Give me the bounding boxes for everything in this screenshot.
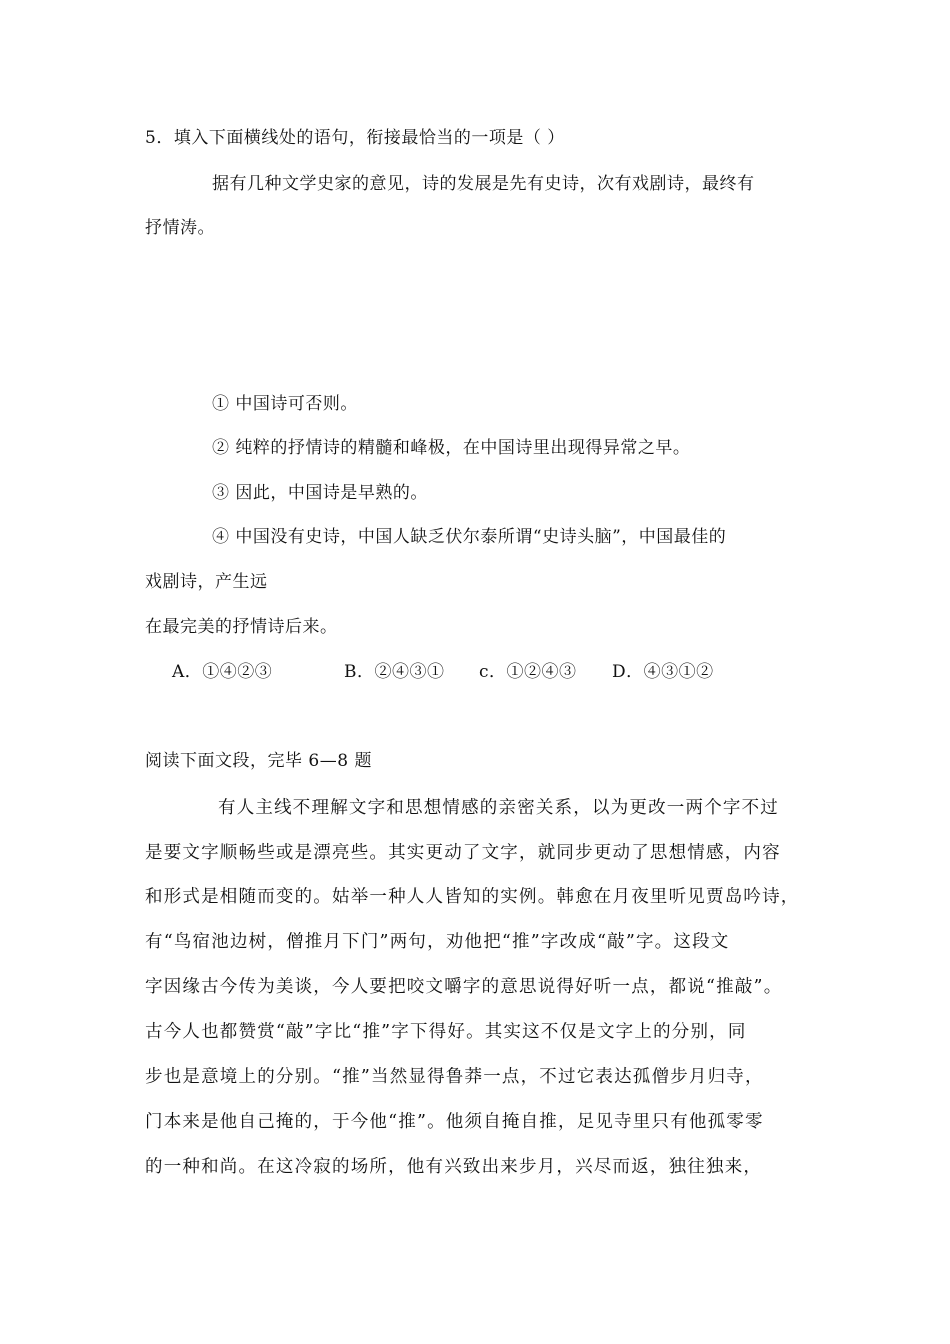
passage-line-3: 和形式是相随而变的。姑举一种人人皆知的实例。韩愈在月夜里听见贾岛吟诗， (145, 887, 800, 907)
passage-line-1: 有人主线不理解文字和思想情感的亲密关系，以为更改一两个字不过 (218, 798, 779, 818)
option-b[interactable]: B．②④③① (344, 662, 445, 682)
question-stem: 5．填入下面横线处的语句，衔接最恰当的一项是（ ） (145, 128, 565, 148)
passage-line-8: 门本来是他自己掩的，于今他“推”。他须自掩自推，足见寺里只有他孤零零 (145, 1112, 764, 1132)
option-c[interactable]: c．①②④③ (479, 662, 577, 682)
passage-line-7: 步也是意境上的分别。“推”当然显得鲁莽一点，不过它表达孤僧步月归寺， (145, 1067, 764, 1087)
option-d[interactable]: D．④③①② (612, 662, 714, 682)
passage-line-9: 的一种和尚。在这冷寂的场所，他有兴致出来步月，兴尽而返，独往独来， (145, 1157, 763, 1177)
sentence-3: ③ 因此，中国诗是早熟的。 (212, 483, 428, 503)
sentence-1: ① 中国诗可否则。 (212, 394, 358, 414)
passage-line-2: 是要文字顺畅些或是漂亮些。其实更动了文字，就同步更动了思想情感，内容 (145, 843, 781, 863)
sentence-4-continuation-1: 戏剧诗，产生远 (145, 572, 268, 592)
sentence-4: ④ 中国没有史诗，中国人缺乏伏尔泰所谓“史诗头脑”，中国最佳的 (212, 527, 727, 547)
sentence-4-continuation-2: 在最完美的抒情诗后来。 (145, 617, 338, 637)
passage-line-4: 有“鸟宿池边树，僧推月下门”两句，劝他把“推”字改成“敲”字。这段文 (145, 932, 730, 952)
passage-line-5: 字因缘古今传为美谈，今人要把咬文嚼字的意思说得好听一点，都说“推敲”。 (145, 977, 783, 997)
option-a[interactable]: A．①④②③ (172, 662, 273, 682)
question-intro-line-2: 抒情涛。 (145, 218, 215, 238)
reading-heading: 阅读下面文段，完毕 6—8 题 (145, 751, 372, 771)
question-intro-line-1: 据有几种文学史家的意见，诗的发展是先有史诗，次有戏剧诗，最终有 (212, 174, 755, 194)
passage-line-6: 古今人也都赞赏“敲”字比“推”字下得好。其实这不仅是文字上的分别，同 (145, 1022, 747, 1042)
sentence-2: ② 纯粹的抒情诗的精髓和峰极，在中国诗里出现得异常之早。 (212, 438, 691, 458)
